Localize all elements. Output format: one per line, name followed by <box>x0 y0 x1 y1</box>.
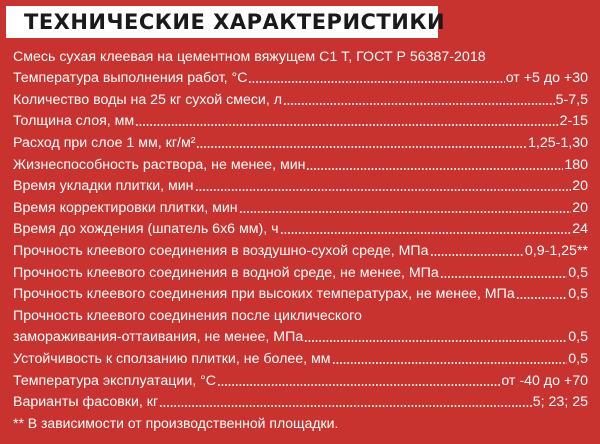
dot-leader <box>239 210 572 214</box>
page-title: ТЕХНИЧЕСКИЕ ХАРАКТЕРИСТИКИ <box>24 10 446 34</box>
spec-label: замораживания-оттаивания, не менее, МПа <box>13 329 304 346</box>
spec-label: Прочность клеевого соединения в воздушно-сухой среде, МПа <box>13 242 429 259</box>
spec-value: от -40 до +70 <box>501 372 588 389</box>
spec-value: от +5 до +30 <box>505 70 588 87</box>
spec-row <box>13 195 588 217</box>
spec-label: Устойчивость к сползанию плитки, не более, мм <box>13 350 331 367</box>
spec-value: 24 <box>572 221 588 238</box>
dot-leader <box>196 145 527 149</box>
spec-value: 0,5 <box>568 286 588 303</box>
spec-row <box>13 174 588 196</box>
dot-leader <box>280 231 572 235</box>
spec-value: 180 <box>564 156 588 173</box>
spec-label: Время укладки плитки, мин <box>13 178 194 195</box>
spec-value: 5; 23; 25 <box>532 394 588 411</box>
spec-value: 5-7,5 <box>555 91 588 108</box>
spec-row <box>13 44 588 66</box>
spec-row <box>13 130 588 152</box>
spec-value: 20 <box>572 199 588 216</box>
spec-row <box>13 390 588 412</box>
spec-value: 20 <box>572 178 588 195</box>
spec-label: Жизнеспособность раствора, не менее, мин <box>13 156 306 173</box>
title-banner <box>6 6 446 38</box>
specs-list <box>13 44 588 411</box>
spec-label: Прочность клеевого соединения после циклического <box>13 307 362 324</box>
spec-row <box>13 346 588 368</box>
spec-label: Прочность клеевого соединения в водной среде, не менее, МПа <box>13 264 439 281</box>
spec-value: 0,9-1,25** <box>524 242 588 259</box>
spec-row <box>13 238 588 260</box>
spec-label: Время корректировки плитки, мин <box>13 199 238 216</box>
dot-leader <box>516 296 568 300</box>
dot-leader <box>440 275 567 279</box>
dot-leader <box>430 253 524 257</box>
spec-value: 0,5 <box>568 264 588 281</box>
dot-leader <box>195 188 572 192</box>
spec-row <box>13 368 588 390</box>
spec-row <box>13 66 588 88</box>
dot-leader <box>283 102 555 106</box>
spec-row <box>13 152 588 174</box>
spec-row <box>13 260 588 282</box>
dot-leader <box>135 123 558 127</box>
spec-label: Время до хождения (шпатель 6х6 мм), ч <box>13 221 279 238</box>
spec-row <box>13 282 588 304</box>
spec-row <box>13 217 588 239</box>
spec-row <box>13 325 588 347</box>
spec-label: Смесь сухая клеевая на цементном вяжущем С1 Т, ГОСТ Р 56387-2018 <box>13 48 486 65</box>
dot-leader <box>159 404 532 408</box>
spec-label: Количество воды на 25 кг сухой смеси, л <box>13 91 283 108</box>
spec-label: Температура выполнения работ, °С <box>13 70 248 87</box>
dot-leader <box>304 339 567 343</box>
spec-value: 0,5 <box>568 350 588 367</box>
footnote: ** В зависимости от производственной площадки. <box>13 415 339 431</box>
dot-leader <box>306 167 563 171</box>
spec-label: Расход при слое 1 мм, кг/м² <box>13 134 196 151</box>
spec-label: Прочность клеевого соединения при высоких температурах, не менее, МПа <box>13 286 515 303</box>
spec-row <box>13 109 588 131</box>
spec-label: Варианты фасовки, кг <box>13 394 159 411</box>
spec-value: 1,25-1,30 <box>528 134 588 151</box>
dot-leader <box>217 383 500 387</box>
spec-value: 2-15 <box>559 113 588 130</box>
spec-label: Толщина слоя, мм <box>13 113 135 130</box>
dot-leader <box>332 361 568 365</box>
spec-row <box>13 303 588 325</box>
dot-leader <box>248 80 504 84</box>
spec-value: 0,5 <box>568 329 588 346</box>
spec-row <box>13 87 588 109</box>
spec-label: Температура эксплуатации, °С <box>13 372 217 389</box>
